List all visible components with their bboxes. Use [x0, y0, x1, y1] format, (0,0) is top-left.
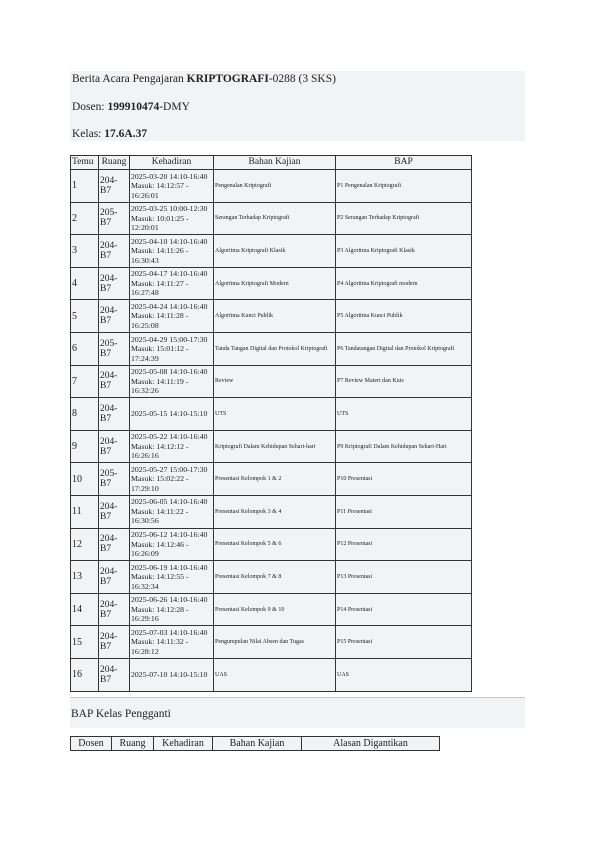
- cell-temu: [71, 332, 99, 365]
- cell-kehadiran-jadwal: 2025-06-12 14:10-16:40: [131, 530, 208, 540]
- cell-bahan-kajian: [214, 170, 336, 203]
- cell-bahan-kajian-bahan: UAS: [215, 671, 228, 678]
- cell-bap: [336, 202, 472, 235]
- cell-kehadiran: [130, 593, 214, 626]
- cell-ruang-ruang: 204-B7: [100, 403, 118, 424]
- cell-kehadiran-jadwal: 2025-07-10 14:10-15:10: [131, 669, 208, 679]
- cell-temu: [71, 398, 99, 431]
- cell-kehadiran-masuk: Masuk: 14:12:12 - 16:26:16: [131, 441, 189, 461]
- cell-temu: [71, 593, 99, 626]
- cell-bahan-kajian-bahan: Pengenalan Kriptografi: [215, 182, 272, 189]
- cell-bap-bap: P14 Presentasi: [337, 606, 373, 613]
- cell-ruang-ruang: 204-B7: [100, 664, 118, 685]
- table-row: [71, 235, 472, 268]
- cell-temu: [71, 528, 99, 561]
- cell-temu: [71, 658, 99, 691]
- cell-bap: [336, 593, 472, 626]
- lecturer-id: 199910474: [107, 101, 160, 113]
- cell-temu-temu: 14: [72, 604, 82, 616]
- cell-ruang-ruang: 204-B7: [100, 632, 118, 653]
- cell-kehadiran-jadwal: 2025-05-27 15:00-17:30: [131, 464, 208, 474]
- cell-bahan-kajian-bahan: Presentasi Kelompok 9 & 10: [215, 606, 285, 613]
- cell-ruang-ruang: 204-B7: [100, 240, 118, 261]
- cell-temu-temu: 3: [72, 245, 77, 257]
- cell-kehadiran-jadwal: 2025-03-25 10:00-12:30: [131, 204, 208, 214]
- cell-ruang: [99, 463, 130, 496]
- table-row: [71, 561, 472, 594]
- cell-ruang: [99, 300, 130, 333]
- cell-bap: [336, 495, 472, 528]
- cell-bahan-kajian: [214, 626, 336, 659]
- cell-ruang: [99, 332, 130, 365]
- cell-kehadiran: [130, 495, 214, 528]
- table-row: [71, 528, 472, 561]
- col-temu-header: Temu: [71, 156, 99, 170]
- cell-bap: [336, 626, 472, 659]
- cell-bahan-kajian: [214, 463, 336, 496]
- cell-bahan-kajian: [214, 398, 336, 431]
- cell-bahan-kajian-bahan: Presentasi Kelompok 3 & 4: [215, 508, 282, 515]
- cell-ruang: [99, 398, 130, 431]
- cell-ruang-ruang: 204-B7: [100, 566, 118, 587]
- cell-temu-temu: 10: [72, 473, 82, 485]
- cell-temu: [71, 202, 99, 235]
- cell-kehadiran-masuk: Masuk: 14:11:26 - 16:30:43: [131, 246, 189, 265]
- cell-kehadiran-jadwal: 2025-04-10 14:10-16:40: [131, 236, 208, 246]
- cell-bap: [336, 170, 472, 203]
- table-row: [71, 398, 472, 431]
- cell-bahan-kajian-bahan: Algoritma Kriptografi Modern: [215, 280, 289, 287]
- cell-kehadiran-jadwal: 2025-03-20 14:10-16:40: [131, 171, 208, 181]
- sub-col-alasan-header: Alasan Digantikan: [302, 737, 440, 751]
- cell-ruang-ruang: 205-B7: [100, 208, 118, 229]
- cell-temu-temu: 12: [72, 538, 82, 550]
- cell-bap: [336, 365, 472, 398]
- cell-bap-bap: UAS: [337, 671, 350, 678]
- cell-kehadiran: [130, 398, 214, 431]
- cell-kehadiran-masuk: Masuk: 14:12:55 - 16:32:34: [131, 572, 189, 591]
- substitute-table: [70, 736, 440, 751]
- cell-kehadiran-masuk: Masuk: 14:11:28 - 16:25:08: [131, 311, 189, 330]
- cell-kehadiran-jadwal: 2025-05-15 14:10-15:10: [131, 409, 208, 419]
- cell-kehadiran: [130, 267, 214, 300]
- cell-bahan-kajian: [214, 430, 336, 463]
- cell-kehadiran-jadwal: 2025-07-03 14:10-16:40: [131, 627, 208, 637]
- cell-ruang: [99, 430, 130, 463]
- lecturer-line: Dosen: 199910474-DMY: [72, 101, 190, 113]
- table-row: [71, 332, 472, 365]
- cell-bahan-kajian-bahan: Presentasi Kelompok 7 & 8: [215, 573, 282, 580]
- cell-bahan-kajian-bahan: Review: [215, 378, 234, 385]
- cell-bahan-kajian: [214, 365, 336, 398]
- cell-temu-temu: 1: [72, 180, 77, 192]
- col-bap-header: BAP: [336, 156, 472, 170]
- cell-bahan-kajian: [214, 267, 336, 300]
- table-row: [71, 267, 472, 300]
- sub-col-ruang-header: Ruang: [112, 737, 154, 751]
- cell-bap-bap: P6 Tandatangan Digital dan Protokol Kriptografi: [337, 345, 455, 352]
- cell-kehadiran: [130, 430, 214, 463]
- table-row: [71, 202, 472, 235]
- cell-bap-bap: P5 Algoritma Kunci Publik: [337, 313, 403, 320]
- cell-bap: [336, 658, 472, 691]
- cell-kehadiran: [130, 528, 214, 561]
- cell-kehadiran-masuk: Masuk: 14:12:28 - 16:29:16: [131, 604, 189, 624]
- cell-bahan-kajian-bahan: Serangan Terhadap Kriptografi: [215, 215, 290, 222]
- cell-ruang: [99, 170, 130, 203]
- table-header-row: [71, 156, 472, 170]
- cell-bahan-kajian-bahan: Pengumpulan Nilai Absen dan Tugas: [215, 639, 305, 646]
- cell-ruang-ruang: 204-B7: [100, 599, 118, 620]
- cell-bahan-kajian-bahan: Kriptografi Dalam Kehidupan Sehari-hari: [215, 443, 316, 450]
- cell-ruang: [99, 593, 130, 626]
- cell-temu-temu: 13: [72, 571, 82, 583]
- cell-bap-bap: P15 Presentasi: [337, 639, 373, 646]
- cell-temu-temu: 9: [72, 441, 77, 453]
- cell-bap: [336, 235, 472, 268]
- cell-temu: [71, 626, 99, 659]
- cell-bahan-kajian-bahan: Algoritma Kriptografi Klasik: [215, 247, 286, 254]
- cell-temu-temu: 15: [72, 636, 82, 648]
- cell-bap-bap: P11 Presentasi: [337, 508, 372, 515]
- cell-temu: [71, 235, 99, 268]
- cell-ruang-ruang: 204-B7: [100, 436, 118, 457]
- cell-temu-temu: 6: [72, 343, 77, 355]
- cell-bap: [336, 463, 472, 496]
- cell-bahan-kajian: [214, 561, 336, 594]
- cell-kehadiran-masuk: Masuk: 14:11:19 - 16:32:26: [131, 376, 189, 396]
- cell-bap-bap: P9 Kriptografi Dalam Kehidupan Sehari-Hari: [337, 443, 447, 450]
- cell-temu: [71, 561, 99, 594]
- cell-temu: [71, 365, 99, 398]
- table-row: [71, 365, 472, 398]
- cell-bap: [336, 561, 472, 594]
- cell-bahan-kajian: [214, 593, 336, 626]
- cell-kehadiran-masuk: Masuk: 14:11:27 - 16:27:48: [131, 278, 189, 298]
- cell-kehadiran: [130, 463, 214, 496]
- cell-bap-bap: P13 Presentasi: [337, 573, 373, 580]
- cell-kehadiran-jadwal: 2025-06-05 14:10-16:40: [131, 497, 208, 507]
- cell-kehadiran-masuk: Masuk: 15:02:22 - 17:29:10: [131, 474, 189, 493]
- cell-bap-bap: P7 Review Materi dan Kuis: [337, 378, 404, 385]
- cell-temu: [71, 495, 99, 528]
- cell-kehadiran-masuk: Masuk: 14:12:46 - 16:26:09: [131, 539, 189, 559]
- col-bahan-header: Bahan Kajian: [214, 156, 336, 170]
- cell-ruang-ruang: 205-B7: [100, 469, 118, 490]
- cell-bahan-kajian: [214, 235, 336, 268]
- cell-kehadiran-masuk: Masuk: 14:11:32 - 16:28:12: [131, 637, 189, 656]
- course-name: KRIPTOGRAFI: [186, 73, 269, 85]
- sub-col-bahan-header: Bahan Kajian: [213, 737, 302, 751]
- col-kehadiran-header: Kehadiran: [130, 156, 214, 170]
- cell-bahan-kajian: [214, 332, 336, 365]
- cell-bap-bap: P2 Serangan Terhadap Kriptografi: [337, 215, 420, 222]
- cell-ruang: [99, 658, 130, 691]
- cell-temu-temu: 2: [72, 212, 77, 224]
- cell-ruang-ruang: 205-B7: [100, 338, 118, 359]
- cell-temu-temu: 11: [72, 506, 82, 518]
- cell-ruang: [99, 267, 130, 300]
- table-row: [71, 463, 472, 496]
- cell-bahan-kajian: [214, 528, 336, 561]
- cell-temu-temu: 16: [72, 669, 82, 681]
- cell-bahan-kajian-bahan: Algoritma Kunci Publik: [215, 313, 273, 320]
- cell-temu: [71, 170, 99, 203]
- table-row: [71, 495, 472, 528]
- cell-temu-temu: 4: [72, 278, 77, 290]
- cell-ruang: [99, 235, 130, 268]
- cell-temu: [71, 430, 99, 463]
- sub-col-kehadiran-header: Kehadiran: [154, 737, 213, 751]
- document-title: Berita Acara Pengajaran KRIPTOGRAFI-0288 (3 SKS): [72, 73, 336, 85]
- cell-ruang-ruang: 204-B7: [100, 534, 118, 555]
- cell-temu: [71, 463, 99, 496]
- cell-kehadiran: [130, 332, 214, 365]
- table-row: [71, 300, 472, 333]
- cell-kehadiran-masuk: Masuk: 10:01:25 - 12:20:01: [131, 213, 189, 233]
- cell-bap-bap: P12 Presentasi: [337, 541, 373, 548]
- cell-bap-bap: P4 Algoritma Kriptografi modern: [337, 280, 418, 287]
- cell-kehadiran: [130, 658, 214, 691]
- col-ruang-header: Ruang: [99, 156, 130, 170]
- sub-col-dosen-header: Dosen: [71, 737, 112, 751]
- cell-bap-bap: P10 Presentasi: [337, 476, 373, 483]
- cell-ruang-ruang: 204-B7: [100, 501, 118, 522]
- cell-kehadiran: [130, 626, 214, 659]
- cell-bahan-kajian: [214, 300, 336, 333]
- cell-bap-bap: UTS: [337, 410, 349, 417]
- cell-bap: [336, 332, 472, 365]
- cell-ruang: [99, 528, 130, 561]
- cell-ruang-ruang: 204-B7: [100, 273, 118, 294]
- cell-ruang: [99, 365, 130, 398]
- cell-bap: [336, 430, 472, 463]
- cell-kehadiran: [130, 202, 214, 235]
- cell-kehadiran: [130, 365, 214, 398]
- cell-kehadiran-jadwal: 2025-05-22 14:10-16:40: [131, 432, 208, 442]
- cell-kehadiran: [130, 170, 214, 203]
- cell-kehadiran: [130, 235, 214, 268]
- cell-ruang-ruang: 204-B7: [100, 306, 118, 327]
- cell-bahan-kajian: [214, 202, 336, 235]
- cell-bahan-kajian-bahan: Tanda Tangan Digital dan Protokol Kriptografi: [215, 345, 328, 352]
- cell-ruang-ruang: 204-B7: [100, 371, 118, 392]
- cell-bap: [336, 300, 472, 333]
- substitute-header-row: [71, 737, 440, 751]
- cell-ruang-ruang: 204-B7: [100, 175, 118, 196]
- cell-temu-temu: 7: [72, 375, 77, 387]
- cell-kehadiran-masuk: Masuk: 14:12:57 - 16:26:01: [131, 181, 189, 200]
- cell-ruang: [99, 626, 130, 659]
- cell-bap-bap: P3 Algoritma Kriptografi Klasik: [337, 247, 415, 254]
- substitute-section: [70, 697, 525, 728]
- cell-bap: [336, 398, 472, 431]
- cell-ruang: [99, 495, 130, 528]
- cell-bap: [336, 267, 472, 300]
- class-code: 17.6A.37: [104, 128, 148, 140]
- cell-bahan-kajian-bahan: UTS: [215, 410, 227, 417]
- table-row: [71, 658, 472, 691]
- table-row: [71, 170, 472, 203]
- table-row: [71, 626, 472, 659]
- cell-bahan-kajian-bahan: Presentasi Kelompok 1 & 2: [215, 476, 282, 483]
- cell-kehadiran-masuk: Masuk: 15:01:12 - 17:24:39: [131, 344, 189, 363]
- cell-temu-temu: 8: [72, 408, 77, 420]
- cell-temu-temu: 5: [72, 310, 77, 322]
- table-row: [71, 593, 472, 626]
- cell-kehadiran-masuk: Masuk: 14:11:22 - 16:30:56: [131, 506, 189, 526]
- document-header: [70, 71, 525, 141]
- cell-temu: [71, 267, 99, 300]
- class-line: Kelas: 17.6A.37: [72, 128, 148, 140]
- cell-bahan-kajian: [214, 495, 336, 528]
- cell-kehadiran: [130, 300, 214, 333]
- cell-ruang: [99, 202, 130, 235]
- cell-kehadiran-jadwal: 2025-06-26 14:10-16:40: [131, 595, 208, 605]
- substitute-title: BAP Kelas Pengganti: [71, 708, 171, 720]
- cell-bahan-kajian-bahan: Presentasi Kelompok 5 & 6: [215, 541, 282, 548]
- cell-kehadiran-jadwal: 2025-04-24 14:10-16:40: [131, 301, 208, 311]
- table-body: [71, 170, 472, 692]
- cell-kehadiran: [130, 561, 214, 594]
- cell-temu: [71, 300, 99, 333]
- cell-kehadiran-jadwal: 2025-05-08 14:10-16:40: [131, 367, 208, 377]
- cell-bap: [336, 528, 472, 561]
- cell-kehadiran-jadwal: 2025-06-19 14:10-16:40: [131, 562, 208, 572]
- cell-bap-bap: P1 Pengenalan Kriptografi: [337, 182, 401, 189]
- teaching-record-table: [70, 155, 472, 692]
- cell-bahan-kajian: [214, 658, 336, 691]
- cell-kehadiran-jadwal: 2025-04-17 14:10-16:40: [131, 269, 208, 279]
- cell-ruang: [99, 561, 130, 594]
- table-row: [71, 430, 472, 463]
- cell-kehadiran-jadwal: 2025-04-29 15:00-17:30: [131, 334, 208, 344]
